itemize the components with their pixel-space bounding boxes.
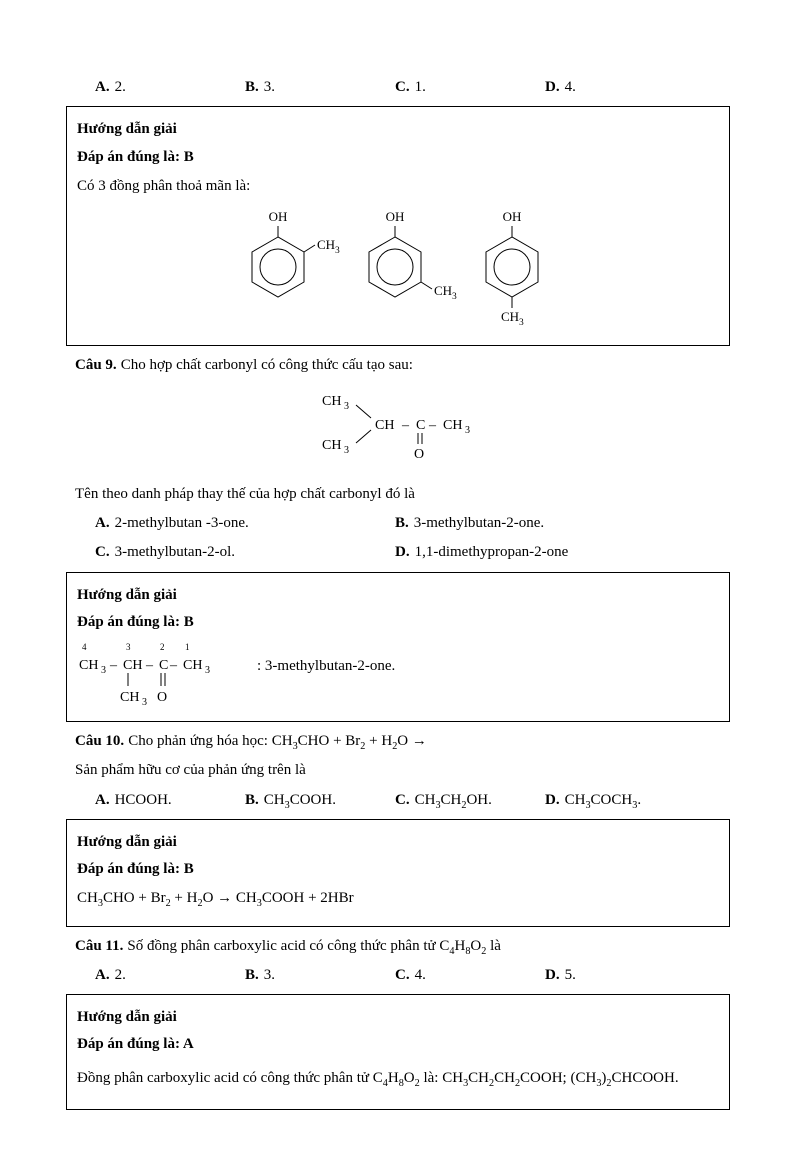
ch3-label: CH bbox=[443, 417, 463, 433]
q9-options-row-1 bbox=[95, 513, 730, 533]
correct-answer-line: Đáp án đúng là: B bbox=[77, 861, 194, 877]
q10-option-d-label: D. bbox=[545, 791, 560, 808]
ch3-subscript: 3 bbox=[344, 400, 349, 412]
q11-option-c bbox=[395, 965, 545, 985]
q10-number: Câu 10. bbox=[75, 733, 125, 749]
ch3-subscript: 3 bbox=[101, 665, 106, 676]
ch3-label: CH bbox=[183, 658, 203, 673]
oxygen-label: O bbox=[157, 690, 168, 705]
q11-option-b bbox=[245, 965, 395, 985]
q8-option-d bbox=[545, 77, 695, 97]
aromatic-circle bbox=[377, 249, 413, 285]
solution-body: Có 3 đồng phân thoả mãn là: bbox=[77, 177, 251, 194]
solution-heading: Hướng dẫn giải bbox=[77, 1009, 177, 1025]
carbonyl-structure-figure bbox=[314, 385, 730, 475]
bond-line bbox=[356, 430, 371, 443]
ch3-subscript: 3 bbox=[452, 292, 457, 302]
ch3-label: CH bbox=[322, 437, 342, 453]
carbonyl-c-label: C bbox=[159, 658, 169, 673]
q8-options-row bbox=[95, 77, 730, 97]
q10-stem2: Sản phẩm hữu cơ của phản ứng trên là bbox=[75, 762, 306, 779]
carbon-number-2: 2 bbox=[160, 642, 165, 652]
q9-text: Cho hợp chất carbonyl có công thức cấu tạo sau: bbox=[120, 357, 413, 374]
q11-option-d-text: 5. bbox=[564, 966, 576, 983]
q8-option-b-label: B. bbox=[245, 79, 259, 95]
q8-option-b bbox=[245, 77, 395, 97]
carbon-number-1: 1 bbox=[185, 642, 190, 652]
q10-option-b bbox=[245, 790, 395, 810]
solution-heading: Hướng dẫn giải bbox=[77, 833, 177, 850]
q9-option-b-text: 3-methylbutan-2-one. bbox=[413, 515, 545, 531]
aromatic-circle bbox=[494, 249, 530, 285]
q11-stem bbox=[75, 936, 730, 956]
single-bond-dash: – bbox=[402, 417, 409, 433]
cresol-isomers-structure bbox=[213, 205, 593, 331]
q8-option-d-label: D. bbox=[545, 79, 560, 95]
q9-number: Câu 9. bbox=[75, 357, 117, 374]
benzene-ring-ortho bbox=[252, 209, 340, 297]
solution-box-q11 bbox=[66, 994, 730, 1110]
correct-answer-line: Đáp án đúng là: B bbox=[77, 148, 194, 165]
q11-option-a-text: 2. bbox=[114, 966, 126, 983]
single-bond-dash: – bbox=[110, 658, 117, 673]
q8-option-c-text: 1. bbox=[414, 79, 426, 95]
q10-options-row bbox=[95, 790, 730, 810]
q8-option-a bbox=[95, 77, 245, 97]
q10-option-b-text: $CH_3COOH$. bbox=[263, 791, 336, 811]
q8-option-c bbox=[395, 77, 545, 97]
q11-option-a-label: A. bbox=[95, 966, 110, 983]
q10-option-a-text: HCOOH. bbox=[114, 791, 172, 808]
bond-line bbox=[356, 405, 371, 418]
correct-answer-line: Đáp án đúng là: B bbox=[77, 613, 194, 630]
solution-box-q8 bbox=[66, 106, 730, 346]
single-bond-dash: – bbox=[170, 658, 177, 673]
cresol-isomers-figure bbox=[213, 205, 719, 337]
q9-option-d-label: D. bbox=[395, 544, 410, 561]
q11-option-d-label: D. bbox=[545, 966, 560, 983]
ch3-label: CH bbox=[434, 283, 453, 298]
q11-number: Câu 11. bbox=[75, 937, 124, 954]
q11-option-b-label: B. bbox=[245, 966, 259, 983]
oxygen-label: O bbox=[414, 446, 425, 462]
bond-line bbox=[304, 245, 315, 252]
q9-option-d bbox=[395, 542, 695, 562]
carbon-number-4: 4 bbox=[82, 642, 87, 652]
carbon-number-3: 3 bbox=[126, 642, 131, 652]
q10-option-a-label: A. bbox=[95, 791, 110, 808]
q9-option-a-text: 2-methylbutan -3-one. bbox=[114, 515, 249, 531]
solution-box-q9 bbox=[66, 572, 730, 723]
q10-option-a bbox=[95, 790, 245, 810]
solution-body: Đồng phân carboxylic acid có công thức phân tử $C_4H_8O_2$ là: $CH_3CH_2CH_2COOH$; $(CH_3)_2CHCOOH$. bbox=[77, 1069, 679, 1089]
q10-option-c-label: C. bbox=[395, 791, 410, 808]
ch3-label: CH bbox=[120, 690, 140, 705]
q11-option-c-label: C. bbox=[395, 966, 410, 983]
oh-label: OH bbox=[502, 209, 522, 224]
q10-stem bbox=[75, 731, 730, 751]
single-bond-dash: – bbox=[146, 658, 153, 673]
q9-option-d-text: 1,1-dimethypropan-2-one bbox=[414, 544, 569, 561]
q8-option-b-text: 3. bbox=[263, 79, 276, 95]
ch3-label: CH bbox=[79, 658, 99, 673]
carbonyl-c-label: C bbox=[416, 417, 426, 433]
q8-option-a-text: 2. bbox=[114, 79, 126, 95]
q10-option-b-label: B. bbox=[245, 791, 259, 808]
q9-options-row-2 bbox=[95, 542, 730, 562]
benzene-ring-para bbox=[486, 209, 538, 328]
correct-answer-line: Đáp án đúng là: A bbox=[77, 1036, 194, 1053]
ch3-subscript: 3 bbox=[519, 318, 524, 328]
q11-options-row bbox=[95, 965, 730, 985]
q10-option-d-text: $CH_3COCH_3$. bbox=[564, 791, 642, 811]
q9-option-c-label: C. bbox=[95, 544, 110, 561]
ch3-label: CH bbox=[501, 309, 520, 324]
q9-option-a bbox=[95, 513, 395, 533]
q8-option-c-label: C. bbox=[395, 79, 410, 95]
q10-option-d bbox=[545, 790, 695, 810]
q9-option-b-label: B. bbox=[395, 515, 409, 531]
carbonyl-structure bbox=[314, 385, 524, 469]
q11-text: Số đồng phân carboxylic acid có công thức phân tử $C_4H_8O_2$ là bbox=[127, 937, 501, 957]
ch3-subscript: 3 bbox=[142, 697, 147, 708]
q11-option-c-text: 4. bbox=[414, 966, 426, 983]
q10-option-c-text: $CH_3CH_2OH$. bbox=[414, 791, 492, 811]
q9-option-c-text: 3-methylbutan-2-ol. bbox=[114, 544, 235, 561]
numbered-chain-figure bbox=[77, 639, 719, 713]
ch3-label: CH bbox=[317, 237, 336, 252]
aromatic-circle bbox=[260, 249, 296, 285]
q9-stem bbox=[75, 355, 730, 375]
ch3-subscript: 3 bbox=[344, 444, 349, 456]
q10-option-c bbox=[395, 790, 545, 810]
ch3-subscript: 3 bbox=[335, 246, 340, 256]
q9-option-c bbox=[95, 542, 395, 562]
q10-text: Cho phản ứng hóa học: $CH_3CHO + Br_2 + H_2O$ → bbox=[128, 733, 427, 752]
q9-option-a-label: A. bbox=[95, 515, 110, 531]
ch-label: CH bbox=[123, 658, 143, 673]
q9-option-b bbox=[395, 513, 695, 533]
solution-box-q10 bbox=[66, 819, 730, 927]
ch3-label: CH bbox=[322, 393, 342, 409]
numbered-chain-structure bbox=[77, 639, 257, 713]
single-bond-dash: – bbox=[429, 417, 436, 433]
oh-label: OH bbox=[268, 209, 288, 224]
solution-heading: Hướng dẫn giải bbox=[77, 121, 177, 138]
bond-line bbox=[421, 282, 432, 289]
iupac-name: : 3-methylbutan-2-one. bbox=[257, 658, 396, 674]
q11-option-a bbox=[95, 965, 245, 985]
q9-stem2: Tên theo danh pháp thay thế của hợp chất carbonyl đó là bbox=[75, 485, 415, 502]
q11-option-b-text: 3. bbox=[263, 966, 276, 983]
solution-heading: Hướng dẫn giải bbox=[77, 586, 177, 603]
ch3-subscript: 3 bbox=[205, 665, 210, 676]
oh-label: OH bbox=[385, 209, 405, 224]
q8-option-d-text: 4. bbox=[564, 79, 576, 95]
ch3-subscript: 3 bbox=[465, 424, 470, 436]
ch-label: CH bbox=[375, 417, 395, 433]
q11-option-d bbox=[545, 965, 695, 985]
reaction-equation: $CH_3CHO + Br_2 + H_2O$ → $CH_3COOH + 2HBr$ bbox=[77, 890, 354, 910]
benzene-ring-meta bbox=[369, 209, 457, 302]
q8-option-a-label: A. bbox=[95, 79, 110, 95]
